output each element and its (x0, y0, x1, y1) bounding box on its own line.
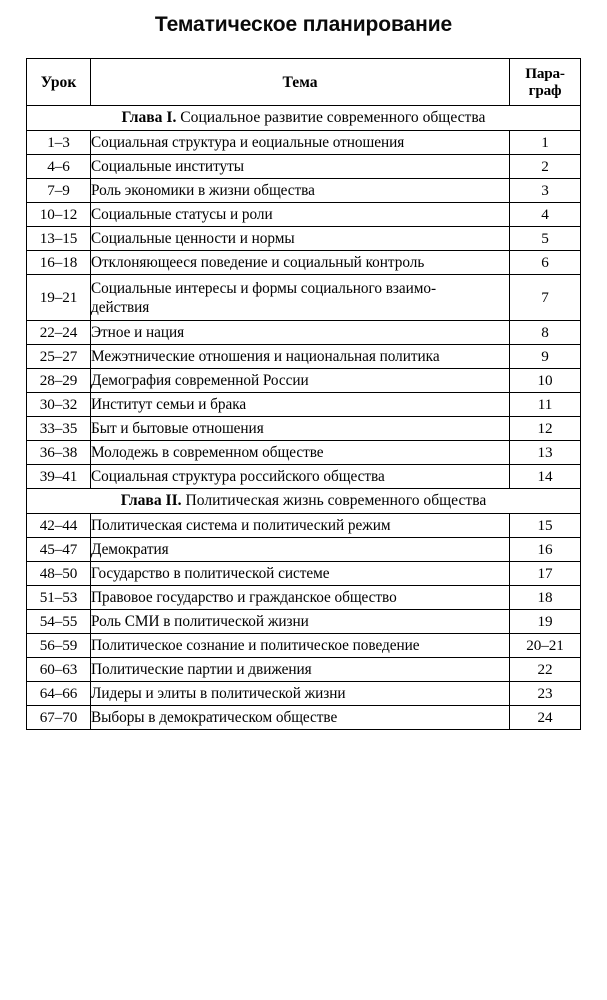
cell-lesson-range: 67–70 (27, 706, 91, 730)
table-header-row (27, 59, 581, 106)
cell-lesson-range: 51–53 (27, 586, 91, 610)
page-title: Тематическое планирование (154, 13, 453, 36)
cell-topic: Этное и нация (91, 321, 510, 345)
cell-paragraph-number: 7 (510, 275, 581, 321)
cell-lesson-range: 19–21 (27, 275, 91, 321)
cell-lesson-range: 4–6 (27, 155, 91, 179)
table-row (27, 275, 581, 321)
table-row (27, 441, 581, 465)
column-header-paragraph-line2: граф (528, 82, 562, 99)
cell-lesson-range: 10–12 (27, 203, 91, 227)
cell-lesson-range: 54–55 (27, 610, 91, 634)
table-row (27, 562, 581, 586)
table-row (27, 369, 581, 393)
cell-lesson-range: 22–24 (27, 321, 91, 345)
cell-paragraph-number: 15 (510, 514, 581, 538)
cell-topic: Демократия (91, 538, 510, 562)
table-row (27, 131, 581, 155)
cell-paragraph-number: 17 (510, 562, 581, 586)
cell-topic: Социальная структура российского общества (91, 465, 510, 489)
cell-topic: Политическое сознание и политическое поведение (91, 634, 510, 658)
table-row (27, 393, 581, 417)
cell-paragraph-number: 10 (510, 369, 581, 393)
thematic-planning-table-container (26, 58, 580, 730)
cell-topic: Политическая система и политический режим (91, 514, 510, 538)
cell-topic: Демография современной России (91, 369, 510, 393)
cell-topic: Государство в политической системе (91, 562, 510, 586)
cell-paragraph-number: 11 (510, 393, 581, 417)
table-row (27, 251, 581, 275)
cell-topic: Роль экономики в жизни общества (91, 179, 510, 203)
chapter-title: Политическая жизнь современного общества (181, 492, 487, 509)
cell-topic: Институт семьи и брака (91, 393, 510, 417)
cell-paragraph-number: 23 (510, 682, 581, 706)
chapter-number-label: Глава II. (120, 492, 182, 509)
cell-paragraph-number: 4 (510, 203, 581, 227)
cell-lesson-range: 48–50 (27, 562, 91, 586)
cell-topic (91, 275, 510, 321)
chapter-number-label: Глава I. (121, 109, 177, 126)
cell-paragraph-number: 9 (510, 345, 581, 369)
cell-lesson-range: 16–18 (27, 251, 91, 275)
table-row (27, 179, 581, 203)
table-row (27, 682, 581, 706)
cell-lesson-range: 60–63 (27, 658, 91, 682)
cell-topic: Лидеры и элиты в политической жизни (91, 682, 510, 706)
chapter-header-cell (27, 489, 581, 514)
column-header-topic: Тема (91, 59, 510, 106)
cell-lesson-range: 42–44 (27, 514, 91, 538)
chapter-header-row (27, 489, 581, 514)
chapter-title: Социальное развитие современного общества (176, 109, 486, 126)
cell-lesson-range: 1–3 (27, 131, 91, 155)
cell-lesson-range: 45–47 (27, 538, 91, 562)
cell-lesson-range: 30–32 (27, 393, 91, 417)
cell-paragraph-number: 1 (510, 131, 581, 155)
cell-topic: Социальная структура и еоциальные отношения (91, 131, 510, 155)
table-row (27, 155, 581, 179)
cell-lesson-range: 13–15 (27, 227, 91, 251)
cell-paragraph-number: 14 (510, 465, 581, 489)
column-header-paragraph-line1: Пара- (525, 65, 565, 82)
table-row (27, 658, 581, 682)
cell-paragraph-number: 24 (510, 706, 581, 730)
table-row (27, 321, 581, 345)
table-row (27, 227, 581, 251)
cell-topic-line1: Социальные интересы и формы социального взаимо- (91, 280, 437, 297)
table-row (27, 514, 581, 538)
table-row (27, 610, 581, 634)
cell-lesson-range: 39–41 (27, 465, 91, 489)
table-head (27, 59, 581, 106)
cell-lesson-range: 28–29 (27, 369, 91, 393)
cell-topic: Социальные статусы и роли (91, 203, 510, 227)
cell-paragraph-number: 6 (510, 251, 581, 275)
chapter-header-cell (27, 106, 581, 131)
thematic-planning-table (26, 58, 581, 730)
table-row (27, 203, 581, 227)
cell-lesson-range: 33–35 (27, 417, 91, 441)
cell-topic: Роль СМИ в политической жизни (91, 610, 510, 634)
table-row (27, 465, 581, 489)
cell-topic: Выборы в демократическом обществе (91, 706, 510, 730)
cell-paragraph-number: 16 (510, 538, 581, 562)
table-row (27, 417, 581, 441)
cell-paragraph-number: 2 (510, 155, 581, 179)
cell-paragraph-number: 22 (510, 658, 581, 682)
cell-topic: Быт и бытовые отношения (91, 417, 510, 441)
cell-topic: Социальные ценности и нормы (91, 227, 510, 251)
cell-lesson-range: 64–66 (27, 682, 91, 706)
cell-lesson-range: 7–9 (27, 179, 91, 203)
cell-lesson-range: 25–27 (27, 345, 91, 369)
table-body (27, 106, 581, 730)
table-row (27, 634, 581, 658)
table-row (27, 345, 581, 369)
table-row (27, 586, 581, 610)
cell-lesson-range: 36–38 (27, 441, 91, 465)
cell-paragraph-number: 12 (510, 417, 581, 441)
cell-topic: Правовое государство и гражданское общество (91, 586, 510, 610)
cell-topic: Политические партии и движения (91, 658, 510, 682)
cell-paragraph-number: 20–21 (510, 634, 581, 658)
chapter-header-row (27, 106, 581, 131)
table-row (27, 538, 581, 562)
cell-topic: Межэтнические отношения и национальная политика (91, 345, 510, 369)
cell-paragraph-number: 3 (510, 179, 581, 203)
column-header-lesson: Урок (27, 59, 91, 106)
cell-paragraph-number: 13 (510, 441, 581, 465)
cell-paragraph-number: 18 (510, 586, 581, 610)
cell-paragraph-number: 5 (510, 227, 581, 251)
cell-lesson-range: 56–59 (27, 634, 91, 658)
cell-paragraph-number: 19 (510, 610, 581, 634)
cell-paragraph-number: 8 (510, 321, 581, 345)
cell-topic: Социальные институты (91, 155, 510, 179)
cell-topic-line2: действия (91, 299, 150, 316)
column-header-paragraph (510, 59, 581, 106)
table-row (27, 706, 581, 730)
cell-topic: Отклоняющееся поведение и социальный контроль (91, 251, 510, 275)
cell-topic: Молодежь в современном обществе (91, 441, 510, 465)
